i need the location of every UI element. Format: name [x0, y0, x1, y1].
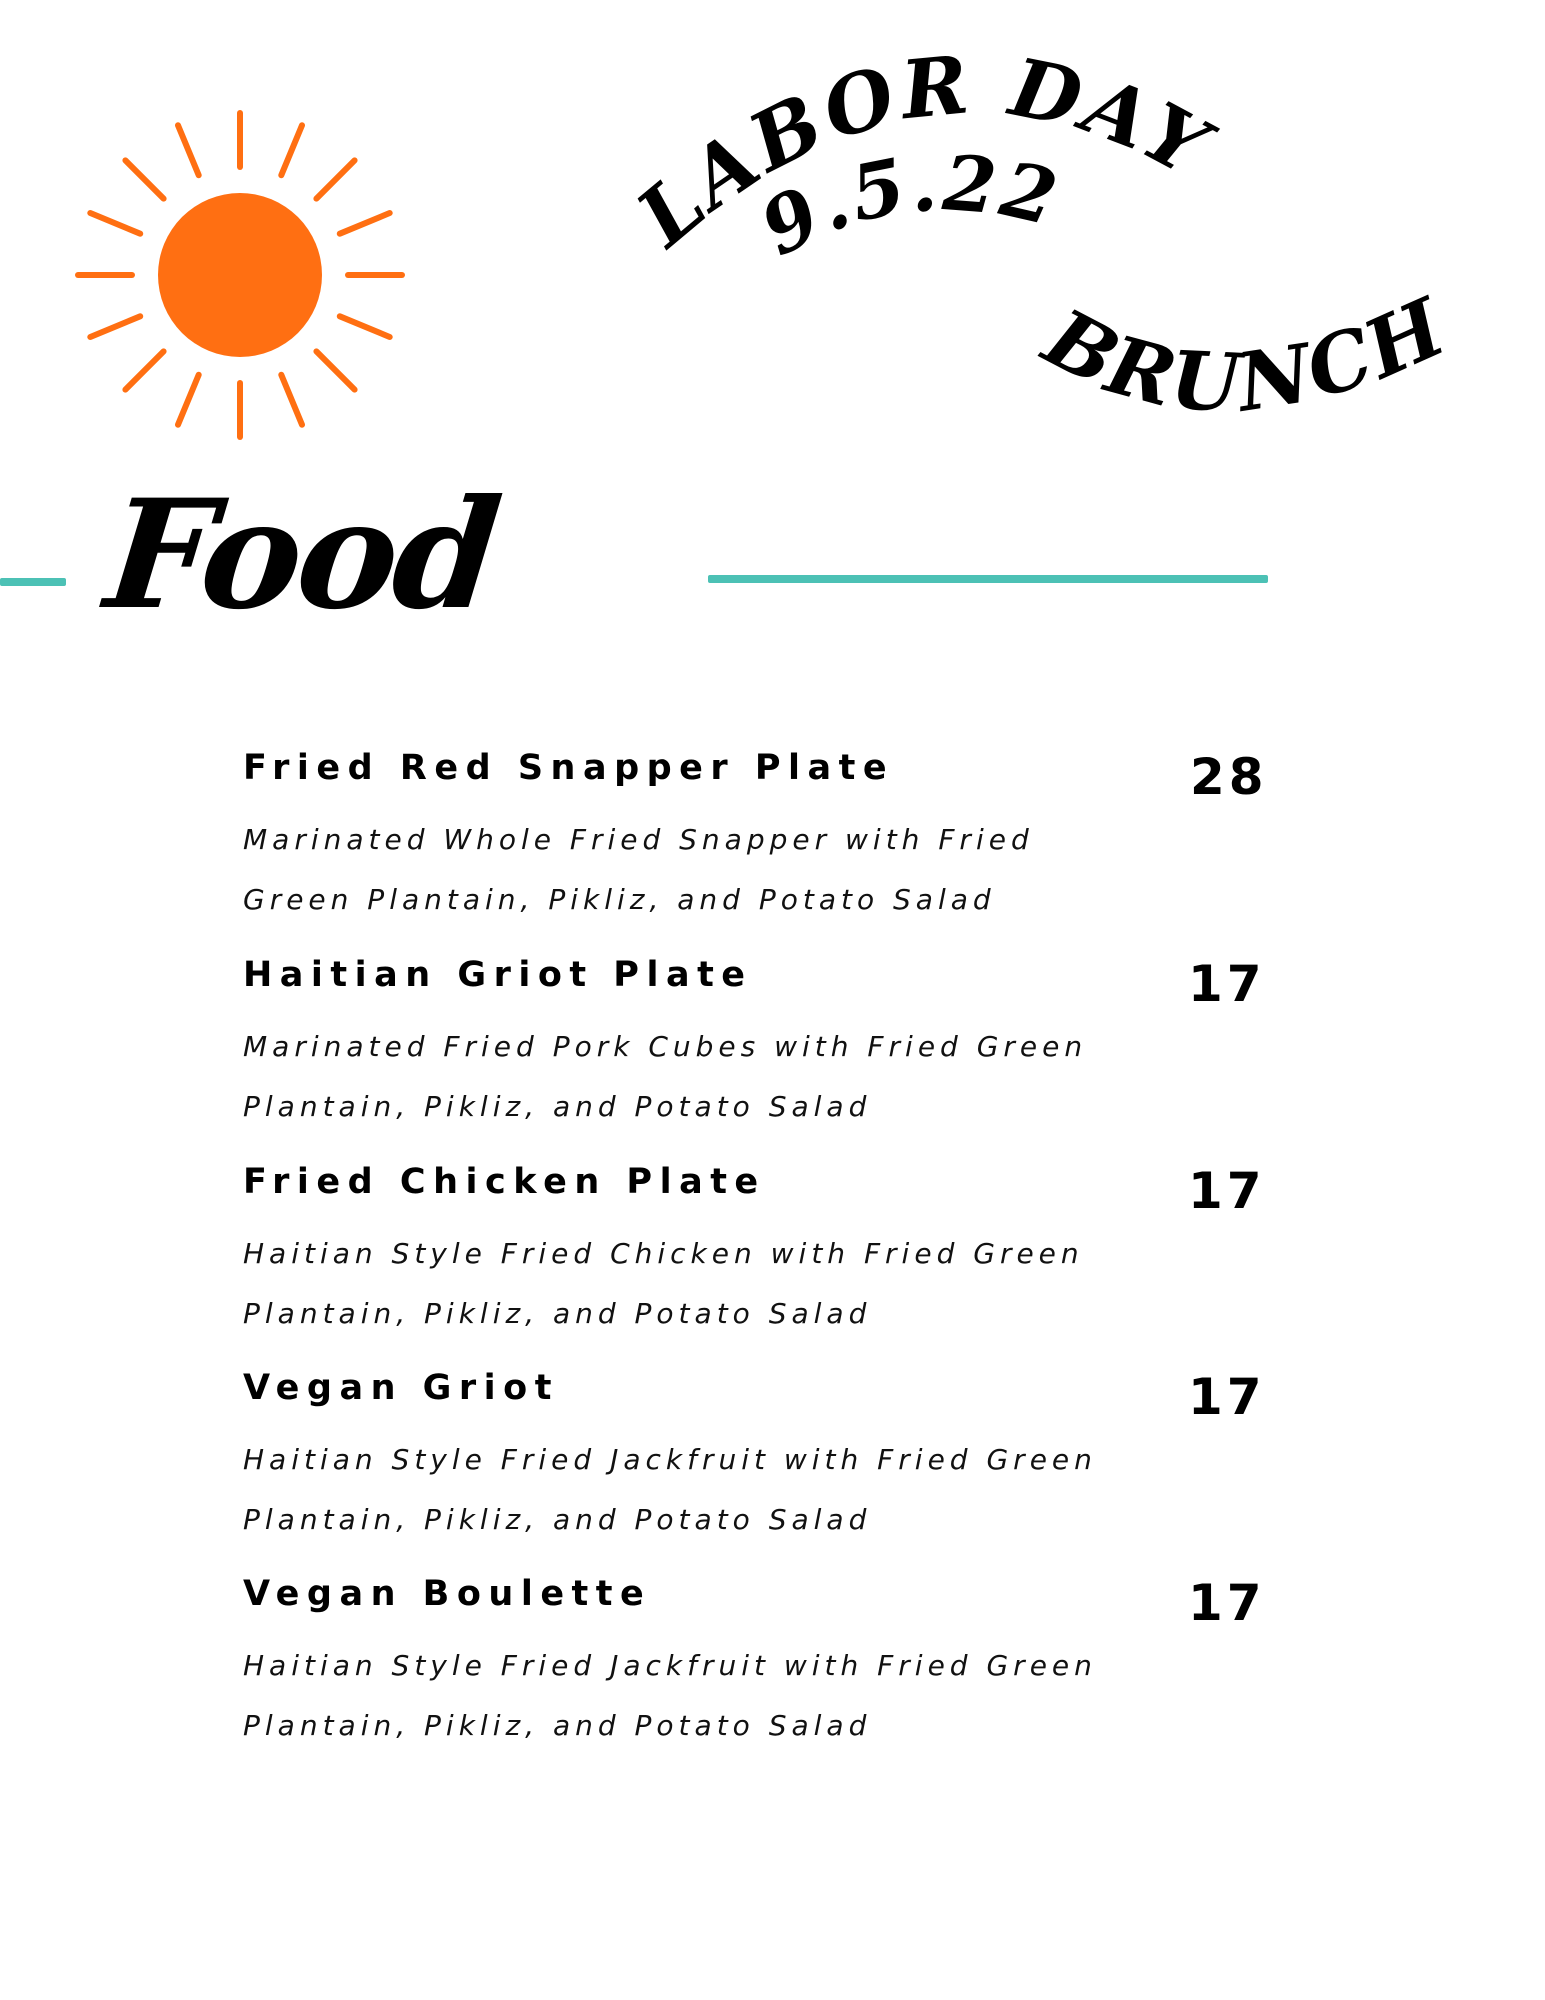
item-description: Marinated Fried Pork Cubes with Fried Green Plantain, Pikliz, and Potato Salad: [243, 1030, 1088, 1123]
item-price: 17: [1188, 1368, 1266, 1426]
event-title-graphic: [0, 0, 1545, 520]
item-name: Fried Red Snapper Plate: [243, 748, 895, 788]
item-description: Haitian Style Fried Chicken with Fried Green Plantain, Pikliz, and Potato Salad: [243, 1237, 1084, 1330]
divider-right: [708, 575, 1268, 583]
menu-item-vegan-griot: [240, 1368, 1290, 1568]
item-description: Marinated Whole Fried Snapper with Fried Green Plantain, Pikliz, and Potato Salad: [243, 823, 1034, 916]
item-price: 17: [1188, 1574, 1266, 1632]
divider-left: [0, 578, 66, 586]
item-description: Haitian Style Fried Jackfruit with Fried Green Plantain, Pikliz, and Potato Salad: [243, 1649, 1097, 1742]
menu-item-vegan-boulette: [240, 1574, 1290, 1774]
item-description: Haitian Style Fried Jackfruit with Fried Green Plantain, Pikliz, and Potato Salad: [243, 1443, 1097, 1536]
item-price: 28: [1190, 748, 1268, 806]
brunch-heading: BRUNCH: [1030, 278, 1461, 431]
item-name: Haitian Griot Plate: [243, 955, 753, 995]
section-title: Food: [98, 467, 505, 643]
menu-item-fried-red-snapper: [240, 748, 1290, 948]
event-date: 9.5.22: [746, 138, 1068, 273]
item-price: 17: [1188, 955, 1266, 1013]
item-price: 17: [1188, 1162, 1266, 1220]
item-name: Vegan Boulette: [243, 1574, 652, 1614]
menu-item-fried-chicken: [240, 1162, 1290, 1362]
labor-day-heading: LABOR DAY: [619, 37, 1226, 264]
item-name: Fried Chicken Plate: [243, 1162, 766, 1202]
item-name: Vegan Griot: [243, 1368, 559, 1408]
menu-item-haitian-griot: [240, 955, 1290, 1155]
